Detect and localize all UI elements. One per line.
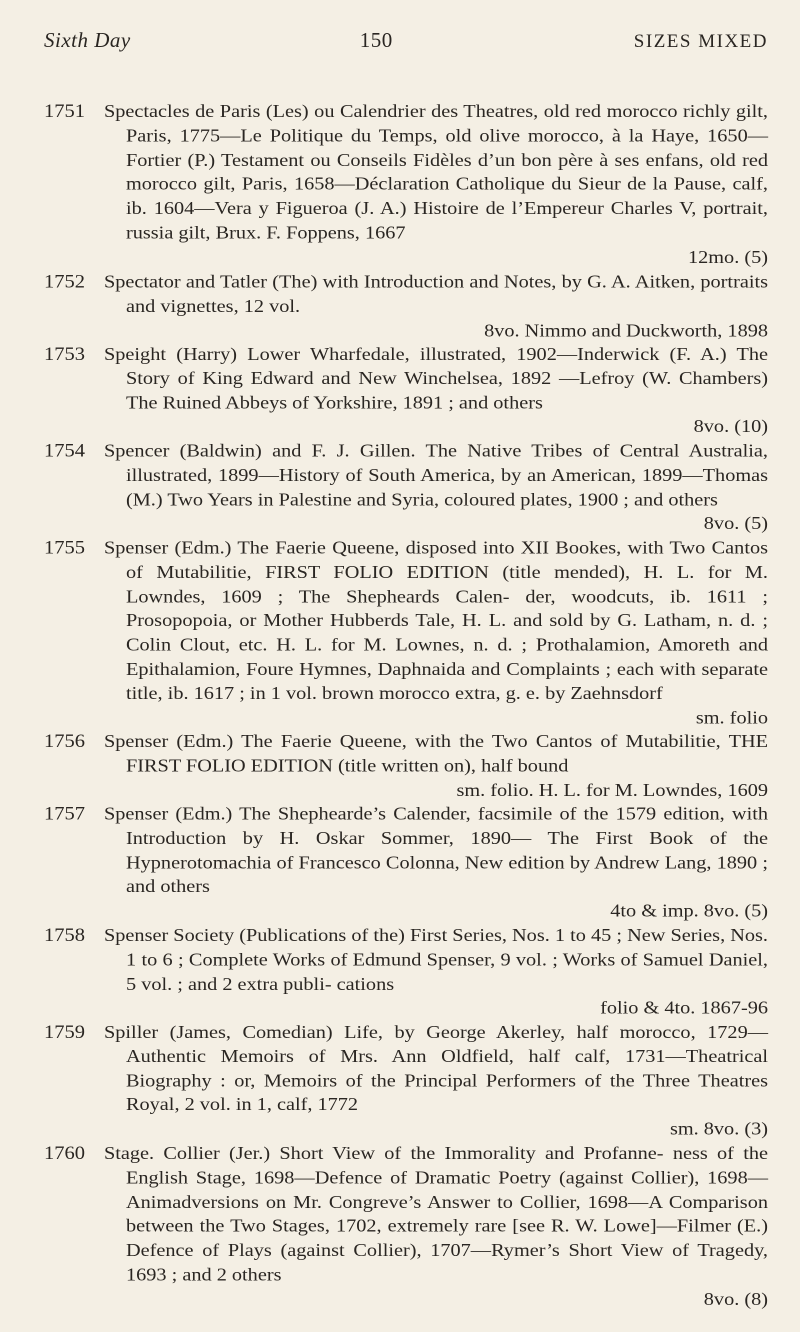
lot-number: 1751 [44,101,85,122]
lot-number: 1758 [44,925,85,946]
lot-description: Spencer (Baldwin) and F. J. Gillen. The Native Tribes of Central Australia, illustrated, 1899—History of South America, by an American, 1899—Thomas (M.) Two Years in Palestine and Syria, coloured plates, 1900 ; and others [104,441,768,510]
lot-number: 1760 [44,1143,85,1164]
lot-number: 1756 [44,731,85,752]
lot-format: 4to & imp. 8vo. (5) [610,901,768,922]
lot-entry [44,802,768,923]
lot-entry [44,924,768,1021]
lot-number: 1752 [44,271,85,292]
lot-number: 1754 [44,441,85,462]
lot-entry [44,1021,768,1142]
lot-description: Stage. Collier (Jer.) Short View of the Immorality and Profanne- ness of the English Stage, 1698—Defence of Dramatic Poetry (against Collier), 1698—Animadversions on Mr. Congreve’s Answer to Collier, 1698—A Comparison between the Two Stages, 1702, extremely rare [see R. W. Lowe]—Filmer (E.) Defence of Plays (against Collier), 1707—Rymer’s Short View of Tragedy, 1693 ; and 2 others [104,1143,768,1285]
lot-format: 8vo. (5) [703,514,768,534]
lot-format: 8vo. (8) [703,1289,768,1310]
lot-format: folio & 4to. 1867-96 [600,998,768,1019]
lot-number: 1757 [44,804,85,825]
lot-entry [44,536,768,730]
section-subtitle: SIZES MIXED [633,31,768,52]
lot-number: 1759 [44,1022,85,1043]
lot-format: 8vo. Nimmo and Duckworth, 1898 [484,320,768,341]
lot-entry [44,270,768,343]
lot-format: sm. 8vo. (3) [669,1119,768,1140]
lot-description: Spenser (Edm.) The Faerie Queene, disposed into XII Bookes, with Two Cantos of Mutabilitie, FIRST FOLIO EDITION (title mended), H. L. for M. Lowndes, 1609 ; The Shepheards Calen- der, woodcuts, ib. 1611 ; Prosopopoia, or Mother Hubberds Tale, H. L. and sold by G. Latham, n. d. ; Colin Clout, etc. H. L. for M. Lownes, n. d. ; Prothalamion, Amoreth and Epithalamion, Foure Hymnes, Daphnaida and Complaints ; each with separate title, ib. 1617 ; in 1 vol. brown morocco extra, g. e. by Zaehnsdorf [104,538,768,704]
lot-entry [44,1142,768,1312]
lot-description: Speight (Harry) Lower Wharfedale, illustrated, 1902—Inderwick (F. A.) The Story of King Edward and New Winchelsea, 1892 —Lefroy (W. Chambers) The Ruined Abbeys of Yorkshire, 1891 ; and others [104,344,768,413]
lot-description: Spectator and Tatler (The) with Introduction and Notes, by G. A. Aitken, portraits and vignettes, 12 vol. [104,271,768,317]
page-number: 150 [359,28,393,52]
lot-format: sm. folio. H. L. for M. Lowndes, 1609 [456,780,768,801]
running-head [44,28,768,98]
lot-description: Spenser (Edm.) The Faerie Queene, with the Two Cantos of Mutabilitie, THE FIRST FOLIO EDITION (title written on), half bound [104,731,768,777]
lot-entry [44,343,768,440]
lot-format: 12mo. (5) [688,247,768,268]
section-title: Sixth Day [44,28,131,52]
lot-format: 8vo. (10) [693,417,768,438]
lot-entry [44,730,768,803]
lot-entry [44,439,768,536]
lot-description: Spenser (Edm.) The Shephearde’s Calender, facsimile of the 1579 edition, with Introduction by H. Oskar Sommer, 1890— The First Book of the Hypnerotomachia of Francesco Colonna, New edition by Andrew Lang, 1890 ; and others [104,804,768,897]
lot-number: 1755 [44,538,85,559]
lot-description: Spenser Society (Publications of the) First Series, Nos. 1 to 45 ; New Series, Nos. 1 to 6 ; Complete Works of Edmund Spenser, 9 vol. ; Works of Samuel Daniel, 5 vol. ; and 2 extra publi- cations [104,925,768,994]
lot-format: sm. folio [695,707,768,728]
lot-number: 1753 [44,344,85,365]
lot-description: Spectacles de Paris (Les) ou Calendrier des Theatres, old red morocco richly gilt, Paris, 1775—Le Politique du Temps, old olive morocco, à la Haye, 1650—Fortier (P.) Testament ou Conseils Fidèles d’un bon père à ses enfans, old red morocco gilt, Paris, 1658—Déclaration Catholique du Sieur de la Pause, calf, ib. 1604—Vera y Figueroa (J. A.) Histoire de l’Empereur Charles V, portrait, russia gilt, Brux. F. Foppens, 1667 [104,101,768,244]
lot-description: Spiller (James, Comedian) Life, by George Akerley, half morocco, 1729—Authentic Memoirs of Mrs. Ann Oldfield, half calf, 1731—Theatrical Biography : or, Memoirs of the Principal Performers of the Three Theatres Royal, 2 vol. in 1, calf, 1772 [104,1022,768,1116]
lot-entry [44,100,768,270]
